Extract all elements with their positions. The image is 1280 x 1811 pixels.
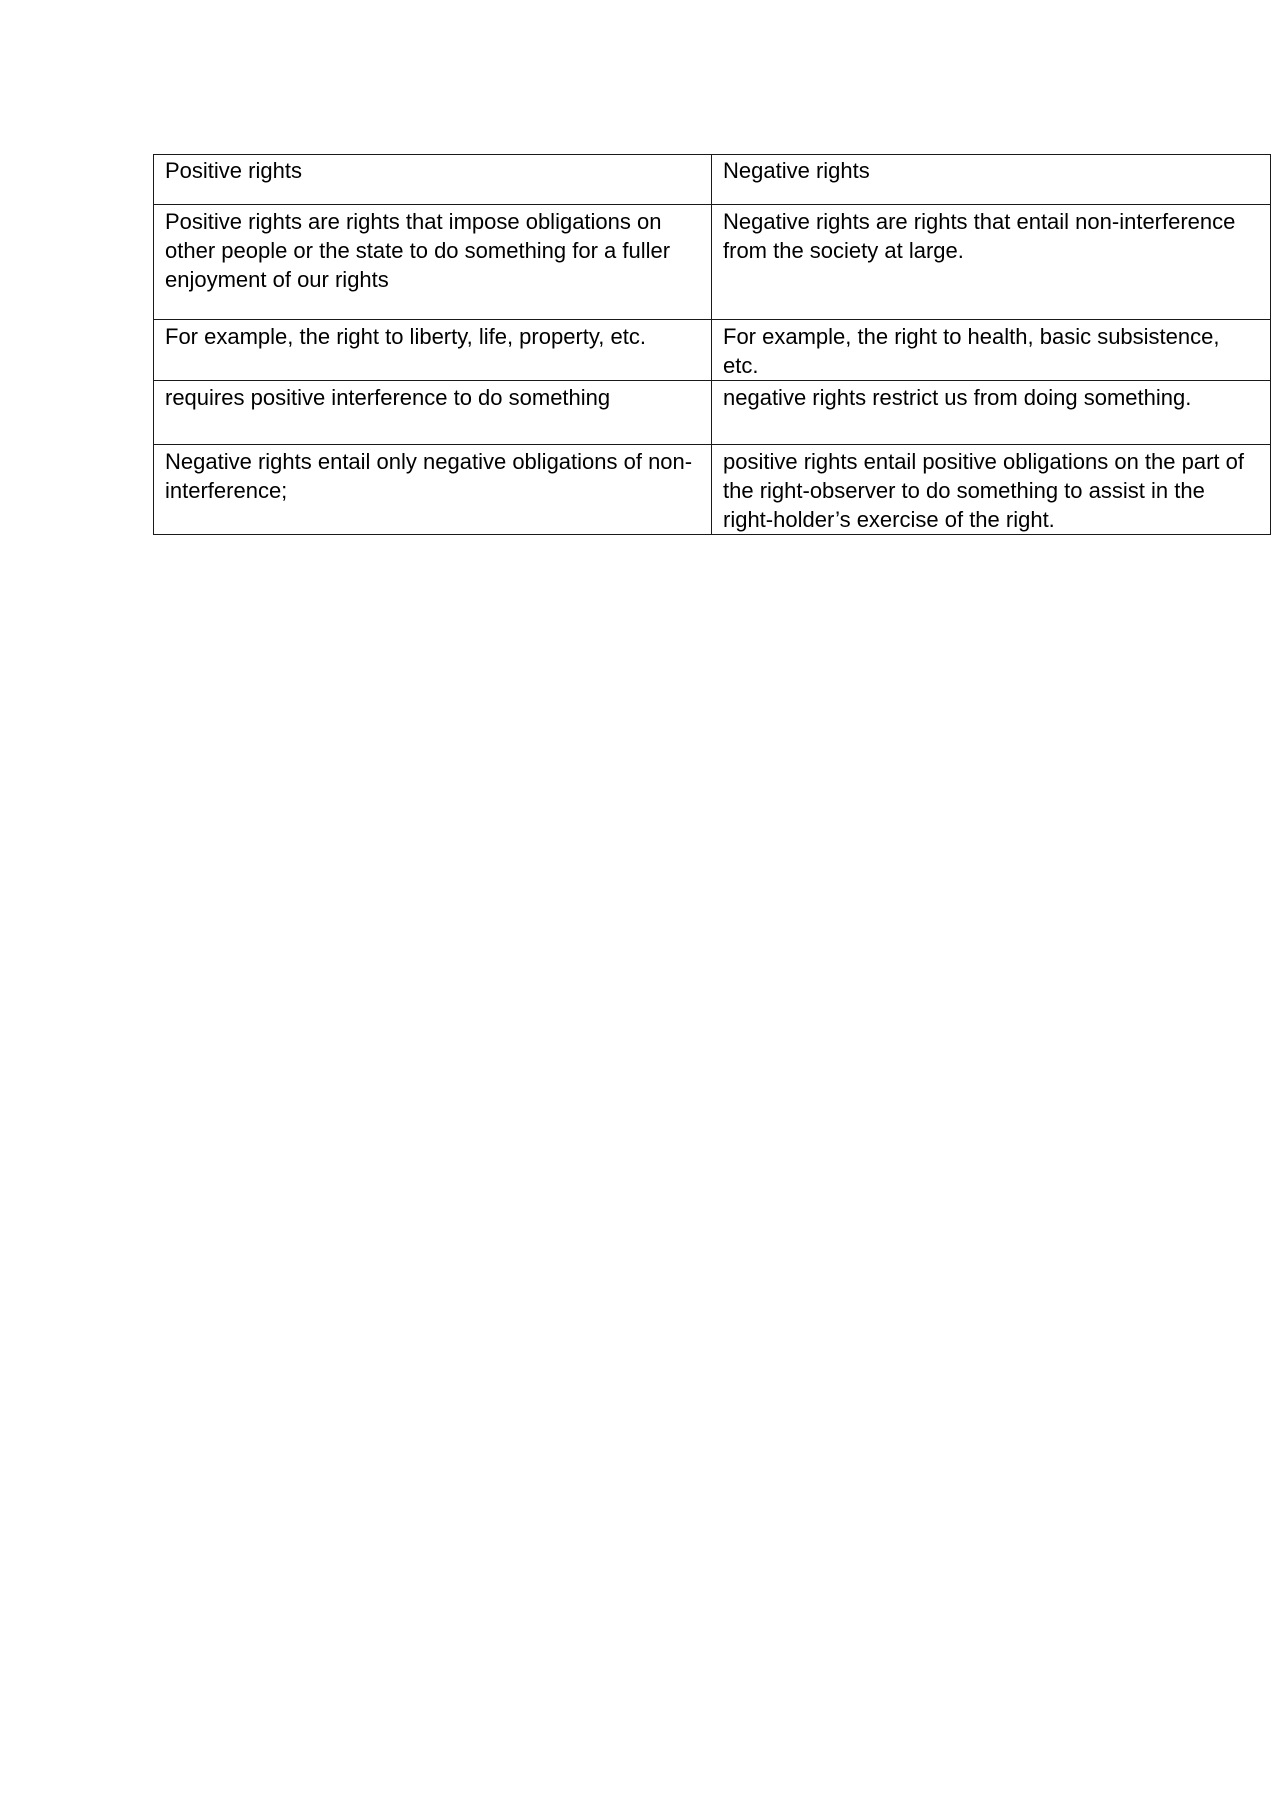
rights-comparison-table: [153, 154, 1271, 535]
negative-definition-cell: Negative rights are rights that entail non-interference from the society at large.: [712, 205, 1271, 320]
negative-restriction-cell: negative rights restrict us from doing something.: [712, 381, 1271, 445]
positive-interference-cell: requires positive interference to do something: [154, 381, 712, 445]
header-negative-rights: Negative rights: [712, 155, 1271, 205]
table-row: [154, 445, 1271, 535]
negative-example-cell: For example, the right to health, basic subsistence, etc.: [712, 320, 1271, 381]
negative-obligations-cell: Negative rights entail only negative obligations of non-interference;: [154, 445, 712, 535]
table-header-row: [154, 155, 1271, 205]
header-positive-rights: Positive rights: [154, 155, 712, 205]
table-row: [154, 320, 1271, 381]
table-row: [154, 205, 1271, 320]
positive-definition-cell: Positive rights are rights that impose obligations on other people or the state to do something for a fuller enjoyment of our rights: [154, 205, 712, 320]
table-row: [154, 381, 1271, 445]
positive-example-cell: For example, the right to liberty, life, property, etc.: [154, 320, 712, 381]
positive-obligations-cell: positive rights entail positive obligations on the part of the right-observer to do something to assist in the right-holder’s exercise of the right.: [712, 445, 1271, 535]
